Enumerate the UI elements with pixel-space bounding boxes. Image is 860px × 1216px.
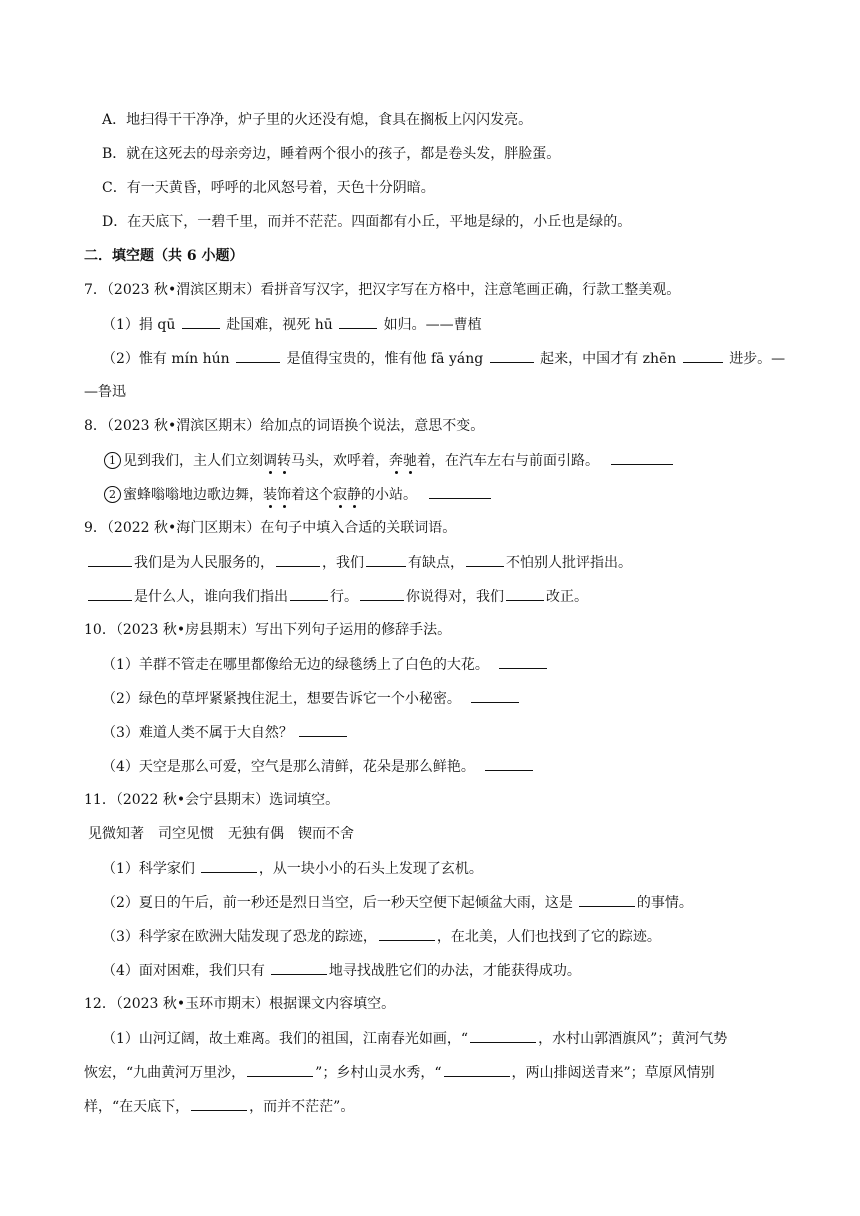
circled-number: 2 [104,486,121,503]
q9-l1-b: ，我们 [322,555,364,571]
q12-stem: 12．（2023 秋•玉环市期末）根据课文内容填空。 [84,996,396,1012]
q7-part2 [102,348,785,369]
section-heading: 二．填空题（共 6 小题） [84,248,244,264]
q9-l1-c: 有缺点， [408,555,464,571]
answer-blank[interactable] [490,348,534,363]
answer-blank[interactable] [579,892,635,907]
q10-s2-text: （2）绿色的草坪紧紧拽住泥土，想要告诉它一个小秘密。 [102,691,461,707]
q11-s4-a: （4）面对困难，我们只有 [102,963,265,979]
option-d: D．在天底下，一碧千里，而并不茫茫。四面都有小丘，平地是绿的，小丘也是绿的。 [102,214,632,230]
q11-item1 [102,858,483,879]
q7-part1 [102,314,482,335]
q9-line2 [88,586,588,607]
answer-blank[interactable] [466,552,504,567]
answer-blank[interactable] [360,586,404,601]
q11-s1-a: （1）科学家们 [102,861,195,877]
q12-line2 [84,1062,715,1083]
answer-blank[interactable] [429,484,491,499]
circled-number: 1 [104,452,121,469]
q9-l2-b: 行。 [330,589,358,605]
answer-blank[interactable] [444,1062,510,1077]
q7-part2-c: 起来，中国才有 zhēn [540,351,677,367]
q10-s3-text: （3）难道人类不属于大自然？ [102,725,293,741]
dotted-char: 装 [263,487,277,503]
q7-part2-a: （2）惟有 mín hún [102,351,230,367]
answer-blank[interactable] [247,1062,313,1077]
dotted-char: 饰 [277,487,291,503]
answer-blank[interactable] [201,858,257,873]
q11-item3 [102,926,661,947]
q9-l1-a: 我们是为人民服务的， [134,555,274,571]
q11-stem: 11．（2022 秋•会宁县期末）选词填空。 [84,792,340,808]
q8-s1-a: 见到我们，主人们立刻 [123,453,263,469]
answer-blank[interactable] [611,450,673,465]
q10-stem: 10．（2023 秋•房县期末）写出下列句子运用的修辞手法。 [84,622,452,638]
q11-s2-a: （2）夏日的午后，前一秒还是烈日当空，后一秒天空便下起倾盆大雨，这是 [102,895,573,911]
q8-sentence1 [104,450,675,471]
q12-l1-b: ，水村山郭酒旗风”；黄河气势 [538,1031,728,1047]
answer-blank[interactable] [236,348,280,363]
answer-blank[interactable] [499,654,547,669]
dotted-char: 静 [347,487,361,503]
q8-s1-c: 着，在汽车左右与前面引路。 [417,453,599,469]
q11-word-bank: 见微知著 司空见惯 无独有偶 锲而不舍 [88,826,354,842]
q9-l1-d: 不怕别人批评指出。 [506,555,632,571]
q8-s2-c: 的小站。 [361,487,417,503]
q7-part1-a: （1）捐 qū [102,317,176,333]
answer-blank[interactable] [485,756,533,771]
q10-item2 [102,688,521,709]
answer-blank[interactable] [276,552,320,567]
q12-line1 [102,1028,727,1049]
q12-l3-a: 样，“在天底下， [84,1099,190,1115]
answer-blank[interactable] [88,586,132,601]
q9-l2-d: 改正。 [546,589,588,605]
q12-line3 [84,1096,354,1117]
q7-stem: 7．（2023 秋•渭滨区期末）看拼音写汉字，把汉字写在方格中，注意笔画正确，行款工整美观。 [84,282,681,298]
answer-blank[interactable] [290,586,328,601]
answer-blank[interactable] [366,552,406,567]
q12-l3-b: ，而并不茫茫”。 [249,1099,355,1115]
q7-part1-b: 赴国难，视死 hū [226,317,333,333]
dotted-char: 寂 [333,487,347,503]
q10-item1 [102,654,549,675]
q11-s2-b: 的事情。 [636,895,693,911]
q7-part1-c: 如归。——曹植 [383,317,482,333]
q10-s1-text: （1）羊群不管走在哪里都像给无边的绿毯绣上了白色的大花。 [102,657,489,673]
q9-l2-a: 是什么人，谁向我们指出 [134,589,288,605]
dotted-char: 转 [277,453,291,469]
q11-s1-b: ，从一块小小的石头上发现了玄机。 [258,861,483,877]
q8-stem: 8．（2023 秋•渭滨区期末）给加点的词语换个说法，意思不变。 [84,418,485,434]
q12-l1-a: （1）山河辽阔，故土难离。我们的祖国，江南春光如画，“ [102,1031,469,1047]
answer-blank[interactable] [683,348,723,363]
q9-line1 [88,552,632,573]
q12-l2-a: 恢宏，“九曲黄河万里沙， [84,1065,246,1081]
q9-stem: 9．（2022 秋•海门区期末）在句子中填入合适的关联词语。 [84,520,457,536]
option-b: B．就在这死去的母亲旁边，睡着两个很小的孩子，都是卷头发，胖脸蛋。 [102,146,561,162]
q11-s3-b: ，在北美，人们也找到了它的踪迹。 [436,929,661,945]
answer-blank[interactable] [379,926,435,941]
q7-part2-b: 是值得宝贵的，惟有他 fā yáng [286,351,484,367]
q10-item3 [102,722,349,743]
q10-s4-text: （4）天空是那么可爱，空气是那么清鲜，花朵是那么鲜艳。 [102,759,475,775]
option-a: A．地扫得干干净净，炉子里的火还没有熄，食具在搁板上闪闪发亮。 [102,112,533,128]
q8-s2-a: 蜜蜂嗡嗡地边歌边舞， [123,487,263,503]
q11-item2 [102,892,693,913]
q7-part2-cont: —鲁迅 [84,384,126,400]
answer-blank[interactable] [299,722,347,737]
answer-blank[interactable] [339,314,377,329]
q12-l2-b: ”；乡村山灵水秀，“ [315,1065,442,1081]
answer-blank[interactable] [470,1028,536,1043]
answer-blank[interactable] [271,960,327,975]
answer-blank[interactable] [182,314,220,329]
option-c: C．有一天黄昏，呼呼的北风怒号着，天色十分阴暗。 [102,180,435,196]
q10-item4 [102,756,535,777]
q12-l2-c: ，两山排闼送青来”；草原风情别 [511,1065,715,1081]
q8-s1-b: 马头，欢呼着， [291,453,389,469]
q7-part2-d: 进步。— [729,351,786,367]
answer-blank[interactable] [506,586,544,601]
q11-s3-a: （3）科学家在欧洲大陆发现了恐龙的踪迹， [102,929,377,945]
dotted-char: 奔 [389,453,403,469]
dotted-char: 调 [263,453,277,469]
q8-s2-b: 着这个 [291,487,333,503]
q11-s4-b: 地寻找战胜它们的办法，才能获得成功。 [328,963,581,979]
answer-blank[interactable] [471,688,519,703]
answer-blank[interactable] [191,1096,247,1111]
q11-item4 [102,960,581,981]
q8-sentence2 [104,484,493,505]
dotted-char: 驰 [403,453,417,469]
q9-l2-c: 你说得对，我们 [406,589,504,605]
answer-blank[interactable] [88,552,132,567]
